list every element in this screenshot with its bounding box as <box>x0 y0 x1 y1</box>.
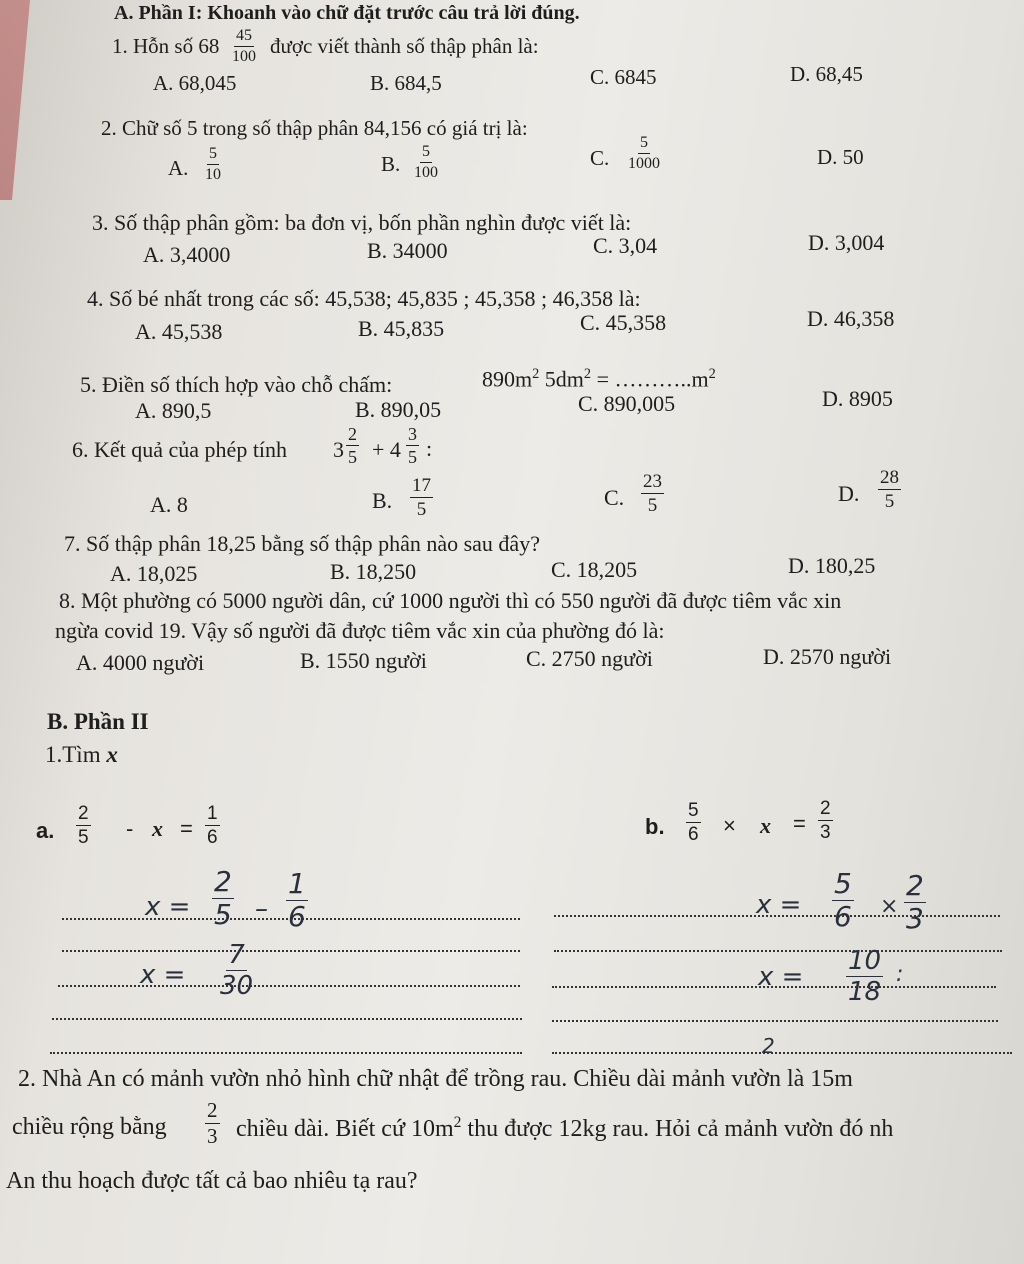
q1-text-after: được viết thành số thập phân là: <box>270 34 539 58</box>
eq-a-fraction-1: $\frac{2}{5}$ <box>78 803 89 848</box>
q5-option-a[interactable]: A. 890,5 <box>135 398 212 423</box>
handwriting-b-times: × <box>880 894 899 919</box>
q6-colon: : <box>426 436 433 461</box>
eq-a-operator: - <box>126 816 134 841</box>
handwriting-a-minus: – <box>255 894 268 924</box>
q7-option-a[interactable]: A. 18,025 <box>110 561 198 586</box>
q5-text: 5. Điền số thích hợp vào chỗ chấm: <box>80 372 393 397</box>
q3-option-b[interactable]: B. 34000 <box>367 238 448 263</box>
q2-option-a-label[interactable]: A. <box>168 156 189 180</box>
answer-line-a-2[interactable] <box>62 950 520 952</box>
handwriting-a-line-2: x = <box>140 960 186 990</box>
q8-line-2: ngừa covid 19. Vậy số người đã được tiêm vắc xin của phường đó là: <box>55 618 665 643</box>
eq-b-equals: = <box>793 811 806 836</box>
q8-option-b[interactable]: B. 1550 người <box>300 648 427 673</box>
q7-option-b[interactable]: B. 18,250 <box>330 559 417 584</box>
q2-option-d[interactable]: D. 50 <box>817 145 864 169</box>
answer-line-a-4[interactable] <box>52 1018 522 1020</box>
q7-option-c[interactable]: C. 18,205 <box>551 557 638 582</box>
eq-a-x: x <box>152 816 163 841</box>
q4-option-d[interactable]: D. 46,358 <box>807 306 895 331</box>
eq-b-x: x <box>760 813 771 838</box>
q8-line-1: 8. Một phường có 5000 người dân, cứ 1000 người thì có 550 người đã được tiêm vắc xin <box>59 588 842 613</box>
q2-option-c-fraction: $\frac{5}{1000}$ <box>628 134 660 172</box>
handwriting-b-line-1: x = <box>756 890 802 920</box>
q2-option-a-fraction: $\frac{5}{10}$ <box>205 145 221 183</box>
eq-b-fraction-1: $\frac{5}{6}$ <box>688 800 699 845</box>
task-1-label: 1.Tìm x <box>45 742 118 767</box>
handwriting-b-fraction-1: $\frac{5}{6}$ <box>834 867 852 933</box>
task-2-line-1: 2. Nhà An có mảnh vườn nhỏ hình chữ nhật để trồng rau. Chiều dài mảnh vườn là 15m <box>18 1066 853 1092</box>
q1-option-d[interactable]: D. 68,45 <box>790 62 863 86</box>
answer-line-b-2[interactable] <box>554 950 1002 952</box>
q5-option-d[interactable]: D. 8905 <box>822 386 893 411</box>
q5-option-c[interactable]: C. 890,005 <box>578 391 676 416</box>
handwriting-a-line-1: x = <box>145 892 191 922</box>
q8-option-a[interactable]: A. 4000 người <box>76 650 205 675</box>
q3-text: 3. Số thập phân gồm: ba đơn vị, bốn phần nghìn được viết là: <box>92 210 632 235</box>
eq-b-fraction-2: $\frac{2}{3}$ <box>820 798 831 843</box>
handwriting-b-divisor: 2 <box>762 1034 775 1058</box>
q6-plus-4: + 4 <box>372 437 401 462</box>
q6-text: 6. Kết quả của phép tính <box>72 437 288 462</box>
q1-fraction: $\frac{45}{100}$ <box>232 27 256 65</box>
q6-option-c-fraction: $\frac{23}{5}$ <box>643 471 662 516</box>
q3-option-d[interactable]: D. 3,004 <box>808 230 885 255</box>
handwriting-b-divide: : <box>896 962 904 987</box>
answer-line-a-3[interactable] <box>58 985 520 987</box>
q4-text: 4. Số bé nhất trong các số: 45,538; 45,835 ; 45,358 ; 46,358 là: <box>87 286 641 311</box>
handwriting-b-result: $\frac{10}{18}$ <box>848 946 882 1007</box>
handwriting-b-fraction-2: $\frac{2}{3}$ <box>906 869 924 935</box>
q3-option-c[interactable]: C. 3,04 <box>593 233 658 258</box>
q1-text-before: 1. Hỗn số 68 <box>112 34 220 58</box>
task-2-line-2-rest: chiều dài. Biết cứ $10m^2$ thu được 12kg rau. Hỏi cả mảnh vườn đó nh <box>236 1114 894 1142</box>
q8-option-c[interactable]: C. 2750 người <box>526 646 653 671</box>
q2-text: 2. Chữ số 5 trong số thập phân 84,156 có giá trị là: <box>101 116 528 140</box>
handwriting-a-result: $\frac{7}{30}$ <box>220 940 254 1001</box>
q4-option-c[interactable]: C. 45,358 <box>580 310 667 335</box>
handwriting-a-fraction-2: $\frac{1}{6}$ <box>288 867 306 933</box>
handwriting-a-fraction-1: $\frac{2}{5}$ <box>214 865 232 931</box>
eq-a-label: a. <box>36 818 55 843</box>
q5-expression: $890m^2$ $5dm^2$ = $\dots\dots\dots..m^2$ <box>482 366 716 392</box>
handwriting-b-line-2: x = <box>758 962 804 992</box>
task-2-fraction: $\frac{2}{3}$ <box>207 1098 218 1148</box>
q5-option-b[interactable]: B. 890,05 <box>355 397 442 422</box>
q6-fraction-2: $\frac{3}{5}$ <box>408 424 417 467</box>
q1-option-b[interactable]: B. 684,5 <box>370 71 442 95</box>
q6-option-a[interactable]: A. 8 <box>150 492 188 517</box>
answer-line-b-5[interactable] <box>552 1052 1012 1054</box>
q6-option-d-fraction: $\frac{28}{5}$ <box>880 467 899 512</box>
part-b-title: B. Phần II <box>47 709 149 734</box>
part-a-title: A. Phần I: Khoanh vào chữ đặt trước câu trả lời đúng. <box>114 2 580 24</box>
q6-option-b-label[interactable]: B. <box>372 488 393 513</box>
q2-option-c-label[interactable]: C. <box>590 146 610 170</box>
q6-whole-1: 3 <box>333 437 344 462</box>
task-2-line-2: chiều rộng bằng <box>12 1114 167 1140</box>
q7-option-d[interactable]: D. 180,25 <box>788 553 876 578</box>
q6-option-b-fraction: $\frac{17}{5}$ <box>412 475 431 520</box>
answer-line-b-4[interactable] <box>552 1020 998 1022</box>
q7-text: 7. Số thập phân 18,25 bằng số thập phân nào sau đây? <box>64 531 540 556</box>
eq-b-label: b. <box>645 814 665 839</box>
q6-fraction-1: $\frac{2}{5}$ <box>348 424 357 467</box>
q6-option-c-label[interactable]: C. <box>604 485 625 510</box>
q1-option-a[interactable]: A. 68,045 <box>153 71 237 95</box>
q8-option-d[interactable]: D. 2570 người <box>763 644 892 669</box>
q2-option-b-label[interactable]: B. <box>381 152 401 176</box>
eq-a-fraction-2: $\frac{1}{6}$ <box>207 803 218 848</box>
q3-option-a[interactable]: A. 3,4000 <box>143 242 231 267</box>
q4-option-b[interactable]: B. 45,835 <box>358 316 445 341</box>
eq-b-operator: × <box>723 813 736 838</box>
answer-line-a-5[interactable] <box>50 1052 522 1054</box>
q4-option-a[interactable]: A. 45,538 <box>135 319 223 344</box>
task-2-line-3: An thu hoạch được tất cả bao nhiêu tạ rau? <box>6 1168 418 1194</box>
q6-option-d-label[interactable]: D. <box>838 481 860 506</box>
q1-option-c[interactable]: C. 6845 <box>590 65 657 89</box>
eq-a-equals: = <box>180 816 193 841</box>
q2-option-b-fraction: $\frac{5}{100}$ <box>414 143 438 181</box>
